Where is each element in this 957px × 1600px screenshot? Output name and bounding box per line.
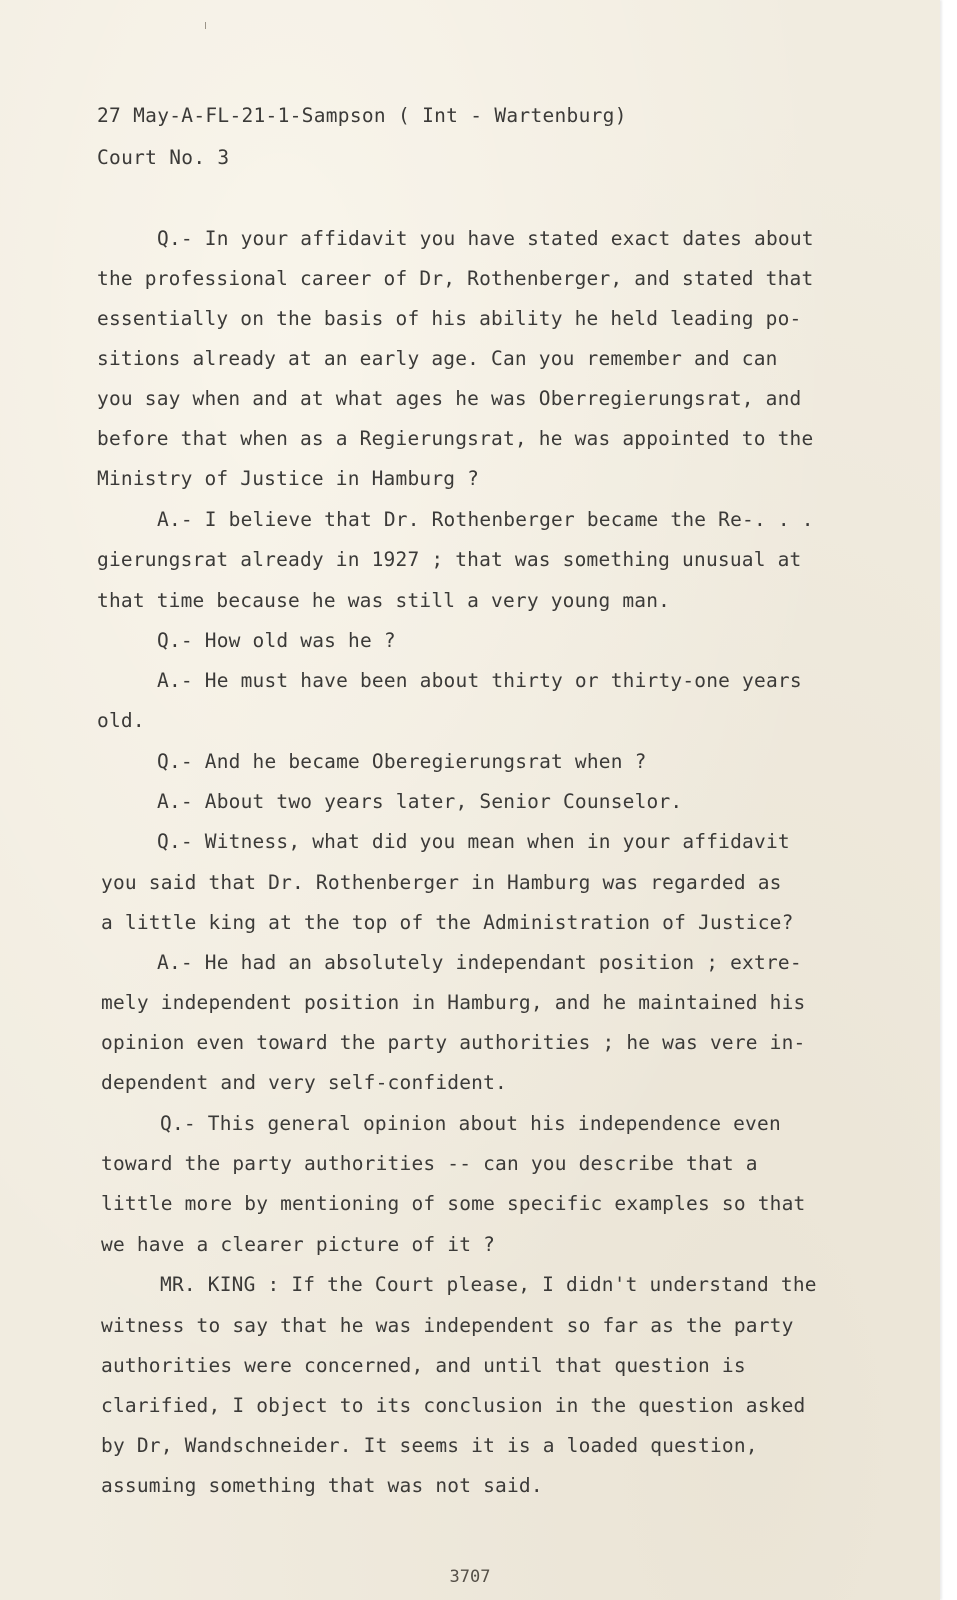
- transcript-line: we have a clearer picture of it ?: [101, 1233, 496, 1256]
- transcript-line: authorities were concerned, and until that question is: [101, 1354, 746, 1377]
- transcript-line: Q.- In your affidavit you have stated exact dates about: [157, 227, 814, 250]
- transcript-line: assuming something that was not said.: [101, 1474, 543, 1497]
- transcript-line: essentially on the basis of his ability he held leading po-: [97, 307, 802, 330]
- transcript-line: Q.- This general opinion about his independence even: [160, 1112, 781, 1135]
- transcript-line: little more by mentioning of some specific examples so that: [101, 1192, 806, 1215]
- transcript-line: Q.- How old was he ?: [157, 629, 396, 652]
- court-number: Court No. 3: [97, 146, 230, 169]
- transcript-line: you say when and at what ages he was Oberregierungsrat, and: [97, 387, 802, 410]
- transcript-line: witness to say that he was independent so far as the party: [101, 1314, 794, 1337]
- transcript-line: clarified, I object to its conclusion in the question asked: [101, 1394, 806, 1417]
- transcript-line: by Dr, Wandschneider. It seems it is a loaded question,: [101, 1434, 758, 1457]
- transcript-line: Q.- And he became Oberegierungsrat when ?: [157, 750, 647, 773]
- transcript-line: Ministry of Justice in Hamburg ?: [97, 467, 480, 490]
- transcript-line: A.- He must have been about thirty or thirty-one years: [157, 669, 802, 692]
- transcript-line: you said that Dr. Rothenberger in Hamburg was regarded as: [101, 871, 782, 894]
- transcript-line: that time because he was still a very young man.: [97, 589, 671, 612]
- transcript-line: A.- He had an absolutely independant position ; extre-: [157, 951, 802, 974]
- paper-mark: [205, 22, 206, 29]
- transcript-line: gierungsrat already in 1927 ; that was something unusual at: [97, 548, 802, 571]
- transcript-line: before that when as a Regierungsrat, he was appointed to the: [97, 427, 814, 450]
- transcript-line: dependent and very self-confident.: [101, 1071, 507, 1094]
- transcript-line: Q.- Witness, what did you mean when in your affidavit: [157, 830, 790, 853]
- transcript-line: opinion even toward the party authorities ; he was vere in-: [101, 1031, 806, 1054]
- transcript-line: A.- About two years later, Senior Counselor.: [157, 790, 683, 813]
- transcript-line: MR. KING : If the Court please, I didn't understand the: [160, 1273, 817, 1296]
- transcript-line: the professional career of Dr, Rothenberger, and stated that: [97, 267, 814, 290]
- transcript-line: sitions already at an early age. Can you remember and can: [97, 347, 778, 370]
- transcript-line: toward the party authorities -- can you describe that a: [101, 1152, 758, 1175]
- transcript-line: A.- I believe that Dr. Rothenberger became the Re-. . .: [157, 508, 814, 531]
- document-header-title: 27 May-A-FL-21-1-Sampson ( Int - Wartenburg): [97, 104, 627, 127]
- page-number: 3707: [449, 1567, 491, 1587]
- transcript-line: old.: [97, 709, 145, 732]
- transcript-line: a little king at the top of the Administration of Justice?: [101, 911, 794, 934]
- transcript-line: mely independent position in Hamburg, and he maintained his: [101, 991, 806, 1014]
